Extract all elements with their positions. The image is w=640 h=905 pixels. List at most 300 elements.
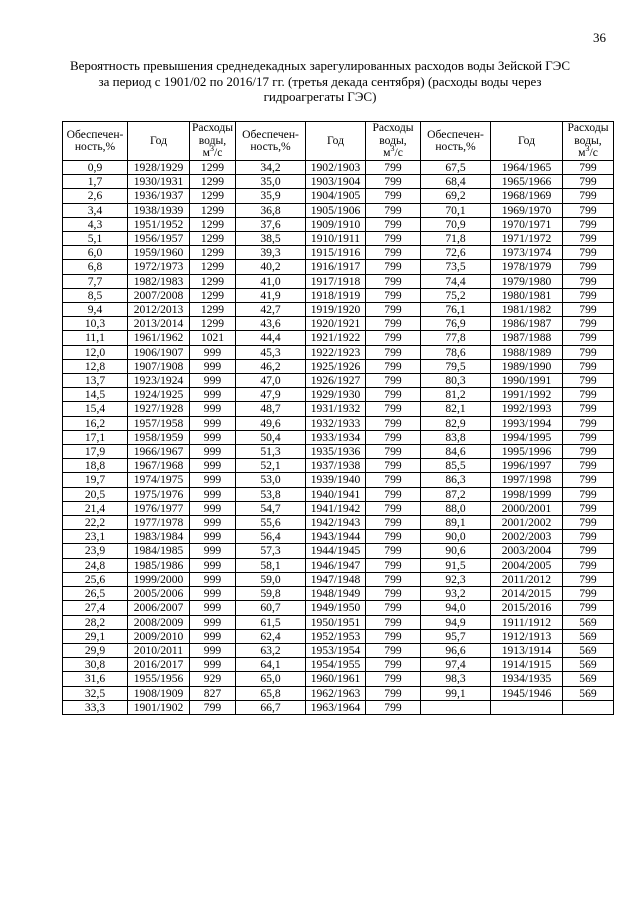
year-cell: 1946/1947	[306, 558, 366, 572]
flow-cell: 999	[190, 445, 236, 459]
probability-cell: 0,9	[63, 161, 128, 175]
year-cell: 1943/1944	[306, 530, 366, 544]
flow-cell: 799	[563, 161, 614, 175]
probability-cell: 25,6	[63, 572, 128, 586]
probability-cell: 70,9	[421, 217, 491, 231]
probability-cell: 23,9	[63, 544, 128, 558]
year-cell: 1977/1978	[128, 516, 190, 530]
probability-cell: 35,9	[236, 189, 306, 203]
probability-cell	[421, 700, 491, 714]
flow-cell: 999	[190, 501, 236, 515]
year-cell: 1968/1969	[491, 189, 563, 203]
table-row	[63, 615, 614, 629]
flow-cell: 569	[563, 643, 614, 657]
probability-cell: 78,6	[421, 345, 491, 359]
probability-cell: 79,5	[421, 359, 491, 373]
flow-cell: 1299	[190, 274, 236, 288]
year-cell: 1926/1927	[306, 374, 366, 388]
year-cell: 1948/1949	[306, 587, 366, 601]
probability-cell: 6,0	[63, 246, 128, 260]
flow-cell: 999	[190, 601, 236, 615]
flow-cell: 799	[366, 161, 421, 175]
flow-cell: 1299	[190, 232, 236, 246]
probability-cell: 28,2	[63, 615, 128, 629]
flow-cell: 799	[563, 587, 614, 601]
probability-cell: 31,6	[63, 672, 128, 686]
flow-cell: 999	[190, 615, 236, 629]
year-cell: 2009/2010	[128, 629, 190, 643]
year-cell: 1939/1940	[306, 473, 366, 487]
probability-cell: 44,4	[236, 331, 306, 345]
flow-cell: 799	[563, 530, 614, 544]
table-row	[63, 700, 614, 714]
probability-cell: 81,2	[421, 388, 491, 402]
probability-cell: 42,7	[236, 303, 306, 317]
probability-cell: 34,2	[236, 161, 306, 175]
flow-cell: 799	[366, 516, 421, 530]
flow-cell: 799	[366, 203, 421, 217]
probability-cell: 47,9	[236, 388, 306, 402]
flow-cell: 799	[563, 416, 614, 430]
probability-cell: 23,1	[63, 530, 128, 544]
year-cell: 1962/1963	[306, 686, 366, 700]
year-cell: 1966/1967	[128, 445, 190, 459]
year-cell: 1985/1986	[128, 558, 190, 572]
flow-cell: 799	[563, 217, 614, 231]
year-cell: 1944/1945	[306, 544, 366, 558]
probability-cell: 99,1	[421, 686, 491, 700]
year-cell: 1909/1910	[306, 217, 366, 231]
probability-cell: 2,6	[63, 189, 128, 203]
year-cell: 1918/1919	[306, 288, 366, 302]
flow-cell: 799	[563, 274, 614, 288]
table-row	[63, 686, 614, 700]
flow-cell: 799	[563, 572, 614, 586]
probability-cell: 77,8	[421, 331, 491, 345]
probability-cell: 68,4	[421, 175, 491, 189]
table-row	[63, 658, 614, 672]
flow-cell: 999	[190, 416, 236, 430]
year-cell: 1932/1933	[306, 416, 366, 430]
probability-cell: 71,8	[421, 232, 491, 246]
year-cell: 1991/1992	[491, 388, 563, 402]
probability-cell: 50,4	[236, 430, 306, 444]
year-cell: 1931/1932	[306, 402, 366, 416]
year-cell: 1979/1980	[491, 274, 563, 288]
probability-cell: 37,6	[236, 217, 306, 231]
flow-cell: 799	[366, 530, 421, 544]
year-cell: 1996/1997	[491, 459, 563, 473]
table-row	[63, 175, 614, 189]
flow-cell: 799	[366, 430, 421, 444]
flow-cell: 799	[366, 274, 421, 288]
table-row	[63, 374, 614, 388]
year-cell: 2004/2005	[491, 558, 563, 572]
probability-cell: 53,8	[236, 487, 306, 501]
flow-cell: 999	[190, 629, 236, 643]
year-cell: 1942/1943	[306, 516, 366, 530]
probability-cell: 97,4	[421, 658, 491, 672]
probability-cell: 46,2	[236, 359, 306, 373]
flow-cell: 799	[563, 487, 614, 501]
flow-cell: 799	[563, 359, 614, 373]
flow-cell: 999	[190, 558, 236, 572]
probability-cell: 54,7	[236, 501, 306, 515]
flow-cell: 999	[190, 473, 236, 487]
flow-cell: 799	[366, 402, 421, 416]
probability-cell: 12,8	[63, 359, 128, 373]
flow-cell: 799	[366, 288, 421, 302]
probability-cell: 36,8	[236, 203, 306, 217]
probability-cell: 66,7	[236, 700, 306, 714]
probability-cell: 20,5	[63, 487, 128, 501]
flow-cell: 799	[563, 601, 614, 615]
flow-cell: 799	[563, 345, 614, 359]
year-cell: 1978/1979	[491, 260, 563, 274]
probability-cell: 76,1	[421, 303, 491, 317]
year-cell: 1956/1957	[128, 232, 190, 246]
table-row	[63, 246, 614, 260]
year-cell: 1998/1999	[491, 487, 563, 501]
probability-cell: 70,1	[421, 203, 491, 217]
year-cell: 1945/1946	[491, 686, 563, 700]
probability-cell: 86,3	[421, 473, 491, 487]
year-cell: 2015/2016	[491, 601, 563, 615]
year-cell: 1975/1976	[128, 487, 190, 501]
year-cell	[491, 700, 563, 714]
flow-cell: 799	[366, 345, 421, 359]
probability-cell: 85,5	[421, 459, 491, 473]
probability-cell: 40,2	[236, 260, 306, 274]
flow-cell: 999	[190, 530, 236, 544]
flow-cell: 799	[563, 374, 614, 388]
year-cell: 1901/1902	[128, 700, 190, 714]
flow-cell: 999	[190, 487, 236, 501]
year-cell: 1967/1968	[128, 459, 190, 473]
year-cell: 1911/1912	[491, 615, 563, 629]
flow-cell: 827	[190, 686, 236, 700]
probability-cell: 17,1	[63, 430, 128, 444]
probability-cell: 4,3	[63, 217, 128, 231]
header-year: Год	[306, 122, 366, 161]
flow-cell: 999	[190, 658, 236, 672]
flow-cell: 799	[563, 388, 614, 402]
year-cell: 1919/1920	[306, 303, 366, 317]
header-flow: Расходы воды, $м^3/с$	[366, 122, 421, 161]
year-cell: 1965/1966	[491, 175, 563, 189]
year-cell: 1958/1959	[128, 430, 190, 444]
header-year: Год	[128, 122, 190, 161]
flow-cell: 929	[190, 672, 236, 686]
year-cell: 1904/1905	[306, 189, 366, 203]
year-cell: 1976/1977	[128, 501, 190, 515]
year-cell: 1989/1990	[491, 359, 563, 373]
flow-cell: 1299	[190, 260, 236, 274]
table-row	[63, 331, 614, 345]
year-cell: 1925/1926	[306, 359, 366, 373]
flow-cell: 1299	[190, 317, 236, 331]
table-row	[63, 558, 614, 572]
table-row	[63, 161, 614, 175]
flow-cell: 799	[366, 558, 421, 572]
probability-cell: 73,5	[421, 260, 491, 274]
table-row	[63, 572, 614, 586]
probability-cell: 88,0	[421, 501, 491, 515]
probability-cell: 92,3	[421, 572, 491, 586]
flow-cell: 799	[563, 544, 614, 558]
flow-cell: 799	[563, 203, 614, 217]
probability-cell: 83,8	[421, 430, 491, 444]
table-row	[63, 345, 614, 359]
flow-cell: 799	[563, 459, 614, 473]
table-row	[63, 629, 614, 643]
flow-cell: 799	[563, 430, 614, 444]
year-cell: 1903/1904	[306, 175, 366, 189]
year-cell: 1914/1915	[491, 658, 563, 672]
flow-cell: 799	[563, 175, 614, 189]
probability-cell: 29,1	[63, 629, 128, 643]
year-cell: 1953/1954	[306, 643, 366, 657]
flow-cell: 799	[366, 374, 421, 388]
table-row	[63, 516, 614, 530]
title-line: гидроагрегаты ГЭС)	[263, 89, 377, 104]
flow-cell: 799	[366, 629, 421, 643]
year-cell: 1983/1984	[128, 530, 190, 544]
year-cell: 1902/1903	[306, 161, 366, 175]
flow-cell: 799	[366, 487, 421, 501]
probability-cell: 49,6	[236, 416, 306, 430]
probability-cell: 39,3	[236, 246, 306, 260]
flow-cell: 799	[366, 260, 421, 274]
table-row	[63, 232, 614, 246]
flow-cell: 799	[563, 288, 614, 302]
table-row	[63, 473, 614, 487]
year-cell: 1999/2000	[128, 572, 190, 586]
probability-cell: 33,3	[63, 700, 128, 714]
table-row	[63, 643, 614, 657]
flow-cell: 799	[366, 217, 421, 231]
flow-cell: 1299	[190, 303, 236, 317]
flow-cell: 569	[563, 686, 614, 700]
flow-cell: 799	[366, 643, 421, 657]
probability-cell: 43,6	[236, 317, 306, 331]
year-cell: 1992/1993	[491, 402, 563, 416]
table-row	[63, 501, 614, 515]
probability-cell: 87,2	[421, 487, 491, 501]
year-cell: 1969/1970	[491, 203, 563, 217]
probability-cell: 67,5	[421, 161, 491, 175]
year-cell: 1929/1930	[306, 388, 366, 402]
year-cell: 1905/1906	[306, 203, 366, 217]
flow-cell: 1299	[190, 217, 236, 231]
year-cell: 2001/2002	[491, 516, 563, 530]
year-cell: 1974/1975	[128, 473, 190, 487]
year-cell: 1988/1989	[491, 345, 563, 359]
probability-cell: 76,9	[421, 317, 491, 331]
probability-cell: 90,0	[421, 530, 491, 544]
flow-cell: 799	[366, 473, 421, 487]
probability-cell: 58,1	[236, 558, 306, 572]
probability-cell: 91,5	[421, 558, 491, 572]
flow-cell: 799	[366, 700, 421, 714]
header-row	[63, 122, 614, 161]
table-row	[63, 402, 614, 416]
year-cell: 1936/1937	[128, 189, 190, 203]
probability-cell: 9,4	[63, 303, 128, 317]
table-row	[63, 203, 614, 217]
table-row	[63, 530, 614, 544]
probability-cell: 63,2	[236, 643, 306, 657]
year-cell: 1980/1981	[491, 288, 563, 302]
year-cell: 1950/1951	[306, 615, 366, 629]
probability-cell: 55,6	[236, 516, 306, 530]
year-cell: 1954/1955	[306, 658, 366, 672]
flow-cell: 799	[366, 416, 421, 430]
probability-cell: 59,8	[236, 587, 306, 601]
year-cell: 1993/1994	[491, 416, 563, 430]
year-cell: 1910/1911	[306, 232, 366, 246]
table-row	[63, 189, 614, 203]
flow-cell: 799	[563, 402, 614, 416]
table-row	[63, 217, 614, 231]
probability-cell: 41,0	[236, 274, 306, 288]
probability-cell: 72,6	[421, 246, 491, 260]
year-cell: 1935/1936	[306, 445, 366, 459]
table-row	[63, 388, 614, 402]
probability-cell: 56,4	[236, 530, 306, 544]
year-cell: 2005/2006	[128, 587, 190, 601]
flow-cell: 799	[190, 700, 236, 714]
probability-cell: 13,7	[63, 374, 128, 388]
flow-cell: 799	[366, 388, 421, 402]
year-cell: 1981/1982	[491, 303, 563, 317]
table-row	[63, 317, 614, 331]
probability-table	[62, 121, 614, 715]
probability-cell: 17,9	[63, 445, 128, 459]
flow-cell: 799	[563, 558, 614, 572]
year-cell: 1960/1961	[306, 672, 366, 686]
probability-cell: 98,3	[421, 672, 491, 686]
year-cell: 1984/1985	[128, 544, 190, 558]
flow-cell: 1299	[190, 175, 236, 189]
table-row	[63, 303, 614, 317]
probability-cell: 14,5	[63, 388, 128, 402]
probability-cell: 94,9	[421, 615, 491, 629]
flow-cell: 999	[190, 388, 236, 402]
flow-cell: 799	[563, 246, 614, 260]
probability-cell: 53,0	[236, 473, 306, 487]
year-cell: 1920/1921	[306, 317, 366, 331]
year-cell: 2016/2017	[128, 658, 190, 672]
probability-cell: 6,8	[63, 260, 128, 274]
probability-cell: 12,0	[63, 345, 128, 359]
year-cell: 1908/1909	[128, 686, 190, 700]
year-cell: 1952/1953	[306, 629, 366, 643]
table-row	[63, 544, 614, 558]
flow-cell	[563, 700, 614, 714]
document-title	[60, 58, 580, 105]
flow-cell: 799	[563, 189, 614, 203]
probability-cell: 3,4	[63, 203, 128, 217]
probability-cell: 75,2	[421, 288, 491, 302]
table-row	[63, 260, 614, 274]
year-cell: 1907/1908	[128, 359, 190, 373]
probability-cell: 35,0	[236, 175, 306, 189]
probability-cell: 93,2	[421, 587, 491, 601]
probability-cell: 16,2	[63, 416, 128, 430]
year-cell: 1930/1931	[128, 175, 190, 189]
probability-cell: 51,3	[236, 445, 306, 459]
header-probability: Обеспечен- ность,%	[63, 122, 128, 161]
flow-cell: 999	[190, 516, 236, 530]
flow-cell: 999	[190, 587, 236, 601]
probability-cell: 7,7	[63, 274, 128, 288]
year-cell: 1995/1996	[491, 445, 563, 459]
year-cell: 1986/1987	[491, 317, 563, 331]
flow-cell: 799	[366, 317, 421, 331]
year-cell: 1982/1983	[128, 274, 190, 288]
flow-cell: 569	[563, 615, 614, 629]
header-flow: Расходы воды, $м^3/с$	[563, 122, 614, 161]
table-row	[63, 587, 614, 601]
probability-cell: 96,6	[421, 643, 491, 657]
year-cell: 1973/1974	[491, 246, 563, 260]
title-line: за период с 1901/02 по 2016/17 гг. (третья декада сентября) (расходы воды через	[98, 73, 542, 89]
flow-cell: 799	[563, 473, 614, 487]
year-cell: 2000/2001	[491, 501, 563, 515]
probability-cell: 19,7	[63, 473, 128, 487]
flow-cell: 799	[366, 331, 421, 345]
probability-cell: 84,6	[421, 445, 491, 459]
year-cell: 1915/1916	[306, 246, 366, 260]
flow-cell: 799	[563, 445, 614, 459]
probability-cell: 48,7	[236, 402, 306, 416]
probability-cell: 29,9	[63, 643, 128, 657]
flow-cell: 799	[366, 658, 421, 672]
table-row	[63, 274, 614, 288]
probability-cell: 90,6	[421, 544, 491, 558]
year-cell: 1906/1907	[128, 345, 190, 359]
probability-cell: 27,4	[63, 601, 128, 615]
flow-cell: 569	[563, 658, 614, 672]
flow-cell: 999	[190, 345, 236, 359]
flow-cell: 999	[190, 544, 236, 558]
flow-cell: 799	[563, 260, 614, 274]
header-probability: Обеспечен- ность,%	[421, 122, 491, 161]
probability-cell: 80,3	[421, 374, 491, 388]
flow-cell: 569	[563, 672, 614, 686]
year-cell: 1933/1934	[306, 430, 366, 444]
flow-cell: 799	[563, 331, 614, 345]
table-row	[63, 416, 614, 430]
probability-cell: 60,7	[236, 601, 306, 615]
year-cell: 1924/1925	[128, 388, 190, 402]
year-cell: 1951/1952	[128, 217, 190, 231]
year-cell: 1912/1913	[491, 629, 563, 643]
flow-cell: 799	[563, 516, 614, 530]
flow-cell: 799	[366, 232, 421, 246]
flow-cell: 1299	[190, 203, 236, 217]
probability-cell: 82,1	[421, 402, 491, 416]
flow-cell: 799	[366, 303, 421, 317]
probability-cell: 21,4	[63, 501, 128, 515]
year-cell: 1916/1917	[306, 260, 366, 274]
flow-cell: 799	[366, 601, 421, 615]
table-row	[63, 288, 614, 302]
year-cell: 1963/1964	[306, 700, 366, 714]
flow-cell: 799	[366, 445, 421, 459]
probability-cell: 18,8	[63, 459, 128, 473]
